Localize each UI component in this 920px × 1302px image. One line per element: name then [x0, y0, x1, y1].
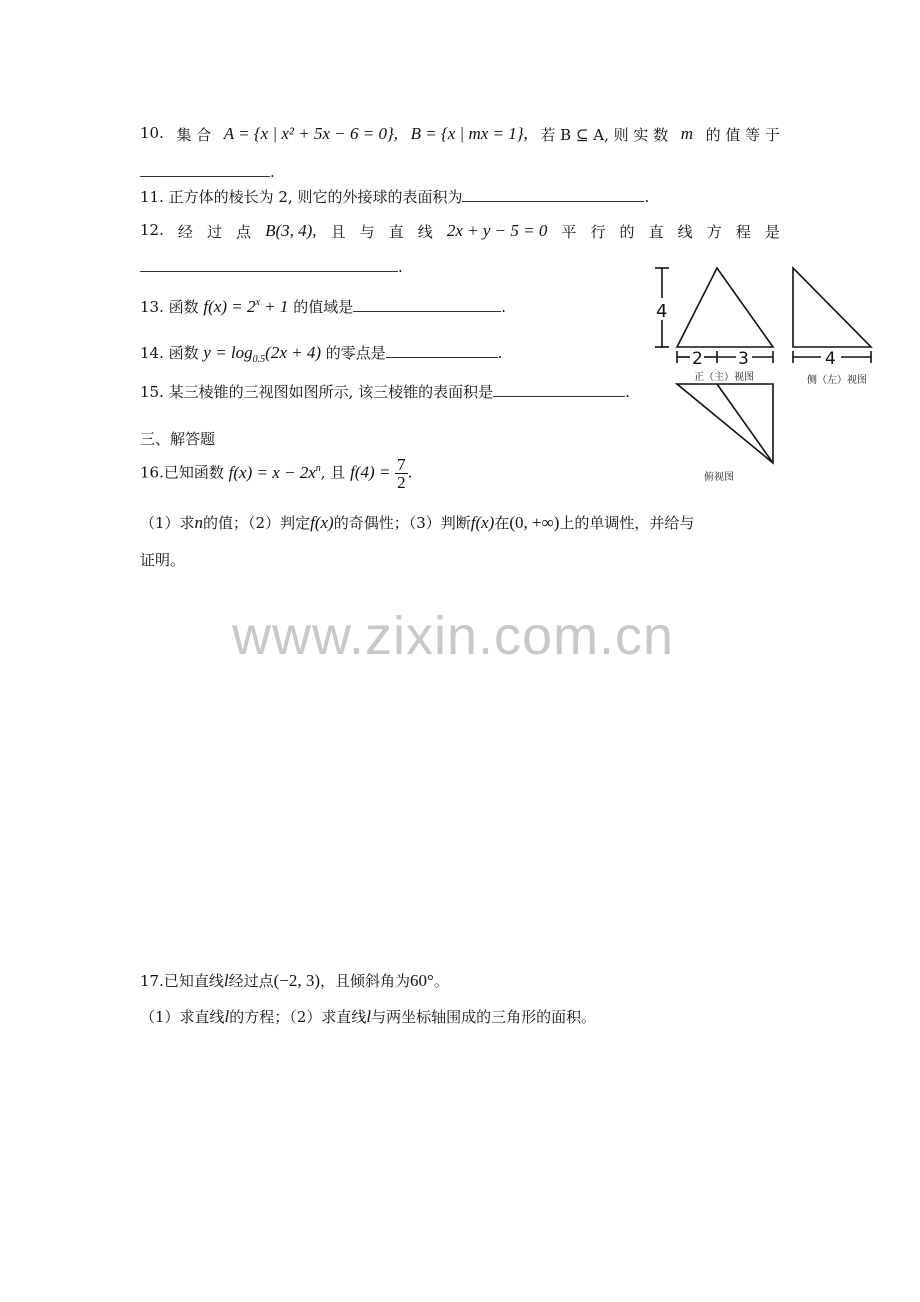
q12-line-equation: 2x + y − 5 = 0: [446, 221, 548, 240]
q14-function: $y = \log_{0.5}(2x + 4)$: [203, 343, 321, 365]
question-13: 13. 函数 $f(x) = 2^x + 1$ 的值域是 .: [140, 297, 506, 316]
q11-text: 11. 正方体的棱长为 2, 则它的外接球的表面积为: [140, 188, 463, 206]
three-view-figure: [648, 262, 880, 477]
q17-var-l-3: l: [366, 1007, 372, 1026]
question-10: [140, 124, 780, 145]
q16-tail-text: 上的单调性，并给与: [559, 514, 695, 532]
watermark: www.zixin.com.cn: [232, 606, 675, 666]
q12-word-4: 且: [330, 223, 346, 241]
section-title: 三、解答题: [140, 430, 216, 448]
q16-function: $f(x) = x - 2x^n$: [228, 462, 321, 482]
q17-part1-text: （1）求直线: [140, 1008, 225, 1026]
question-14: 14. 函数 $y = \log_{0.5}(2x + 4)$ 的零点是 .: [140, 343, 503, 365]
question-17: [140, 970, 449, 991]
q16-prefix: 16.已知函数: [140, 463, 224, 482]
q16-line3: 证明。: [140, 551, 186, 569]
q16-interval: (0, +∞): [509, 513, 560, 532]
q16-in-text: 在: [494, 514, 510, 532]
q12-word-8: 平: [561, 223, 577, 241]
q16-value: f(4) =: [350, 462, 391, 482]
q16-part3-text: 的奇偶性；（3）判断: [333, 514, 471, 532]
q10-answer-blank[interactable]: [140, 162, 270, 177]
q12-word-11: 直: [648, 223, 664, 241]
q11-answer-blank[interactable]: [462, 187, 644, 202]
q10-answer-line: .: [140, 162, 275, 181]
q10-number: 10.: [140, 124, 164, 142]
q14-answer-blank[interactable]: [386, 343, 498, 358]
front-right-label: 3: [738, 349, 749, 369]
q17-var-l-2: l: [224, 1007, 230, 1026]
q14-prefix: 14. 函数: [140, 344, 199, 362]
q16-fraction: $\frac{7}{2}$: [397, 455, 406, 492]
q10-tail: 的 值 等 于: [705, 126, 780, 144]
q13-suffix: 的值域是: [293, 298, 354, 316]
q15-text: 15. 某三棱锥的三视图如图所示, 该三棱锥的表面积是: [140, 383, 494, 401]
q12-word-15: 是: [764, 223, 780, 241]
q13-prefix: 13. 函数: [140, 298, 199, 316]
front-view-caption: 正（主）视图: [694, 372, 754, 383]
q17-part3-text: 与两坐标轴围成的三角形的面积。: [371, 1008, 597, 1026]
side-view-caption: 侧（左）视图: [807, 375, 867, 386]
q15-answer-blank[interactable]: [493, 382, 625, 397]
q10-set-b: B = {x | mx = 1},: [410, 124, 528, 143]
q12-number: 12.: [140, 221, 164, 239]
q16-fx-1: f(x): [310, 513, 334, 532]
q16-mid: , 且: [320, 463, 346, 482]
q12-answer-blank[interactable]: [140, 257, 398, 272]
q12-word-14: 程: [735, 223, 751, 241]
question-12: [140, 221, 780, 242]
q13-function: $f(x) = 2^x + 1$: [203, 297, 289, 316]
q12-word-10: 的: [619, 223, 635, 241]
q12-word-3: 点: [236, 223, 252, 241]
q16-var-n: n: [194, 513, 204, 532]
q17-mid2: ，且倾斜角为: [320, 972, 411, 990]
question-16: 16.已知函数 $f(x) = x - 2x^n$, 且 f(4) = $\frac{7}{2}$ .: [140, 455, 413, 492]
q12-word-9: 行: [590, 223, 606, 241]
front-view-triangle: [677, 268, 773, 347]
q17-part2-text: 的方程；（2）求直线: [229, 1008, 367, 1026]
height-label: 4: [656, 301, 668, 322]
q12-word-6: 直: [388, 223, 404, 241]
q12-word-7: 线: [417, 223, 433, 241]
q12-word-5: 与: [359, 223, 375, 241]
q17-prefix: 17.已知直线: [140, 972, 224, 990]
q12-word-13: 方: [706, 223, 722, 241]
q17-angle: 60°: [410, 971, 434, 990]
side-view-triangle: [793, 268, 871, 347]
q13-answer-blank[interactable]: [353, 297, 501, 312]
q17-point: (−2, 3): [273, 971, 321, 990]
q12-answer-line: .: [140, 257, 403, 276]
q17-subparts: [140, 1006, 596, 1027]
q10-set-a: A = {x | x² + 5x − 6 = 0},: [223, 124, 399, 143]
q10-word-set: 集 合: [176, 126, 212, 144]
q16-part1-text: （1）求: [140, 514, 195, 532]
front-left-label: 2: [692, 349, 703, 369]
q12-word-2: 过: [206, 223, 222, 241]
q10-var-m: m: [680, 124, 694, 143]
q17-var-l: l: [223, 971, 229, 990]
q16-subparts: [140, 512, 694, 533]
q16-part2-text: 的值；（2）判定: [203, 514, 311, 532]
q17-end: 。: [433, 972, 449, 990]
q10-condition: 若 B ⊆ A, 则 实 数: [540, 126, 669, 144]
question-15: 15. 某三棱锥的三视图如图所示, 该三棱锥的表面积是 .: [140, 383, 630, 401]
q17-mid: 经过点: [228, 972, 274, 990]
q16-fx-2: f(x): [470, 513, 495, 532]
q12-word-12: 线: [677, 223, 693, 241]
question-11: 11. 正方体的棱长为 2, 则它的外接球的表面积为 .: [140, 188, 650, 206]
top-view-caption: 俯视图: [704, 472, 734, 483]
q14-suffix: 的零点是: [325, 344, 386, 362]
q12-word-1: 经: [177, 223, 193, 241]
side-label: 4: [825, 349, 836, 369]
q12-point: B(3, 4),: [265, 221, 317, 240]
